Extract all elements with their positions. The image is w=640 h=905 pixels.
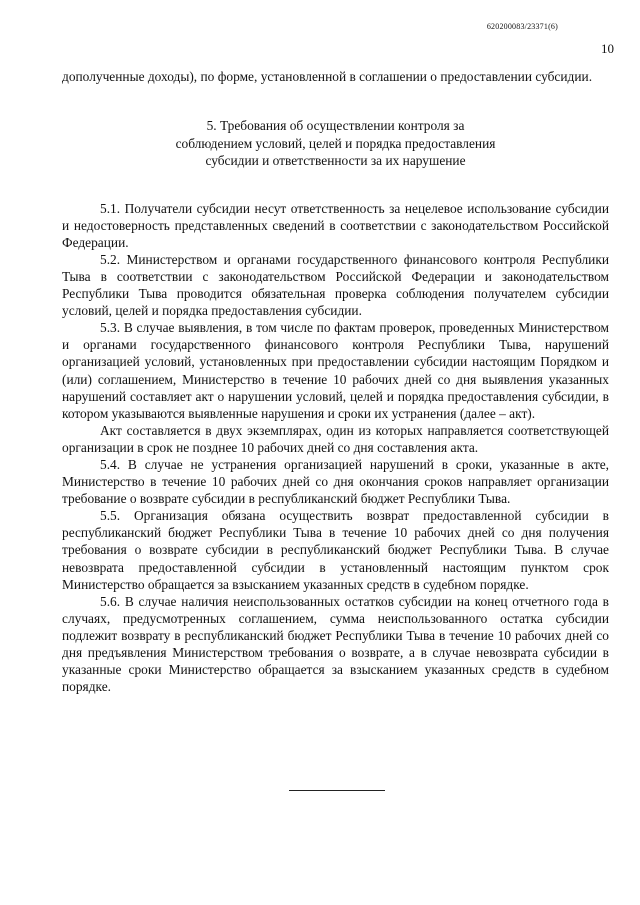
- section-title-line: соблюдением условий, целей и порядка предоставления: [175, 135, 496, 151]
- paragraph-5-6: 5.6. В случае наличия неиспользованных остатков субсидии на конец отчетного года в случаях, предусмотренных соглашением, сумма неиспользованного остатка субсидии подлежит возврату в республиканский бюджет Республики Тыва в течение 10 рабочих дней со дня предъявления Министерством требования о возврате, а в случае невозврата субсидии в указанные сроки Министерство обращается за взысканием указанных средств в судебном порядке.: [62, 593, 609, 695]
- paragraph-5-4: 5.4. В случае не устранения организацией нарушений в сроки, указанные в акте, Министерство в течение 10 рабочих дней со дня окончания сроков направляет организации требование о возврате субсидии в республиканский бюджет Республики Тыва.: [62, 457, 609, 507]
- continuation-paragraph: дополученные доходы), по форме, установленной в соглашении о предоставлении субсидии.: [62, 69, 593, 84]
- document-body: [62, 68, 609, 695]
- paragraph-5-5: 5.5. Организация обязана осуществить возврат предоставленной субсидии в республиканский бюджет Республики Тыва в течение 10 рабочих дней со дня получения требования о возврате субсидии в республиканский бюджет Республики Тыва. В случае невозврата предоставленной субсидии в установленный настоящим пунктом срок Министерство обращается за взысканием указанных средств в судебном порядке.: [62, 508, 609, 592]
- paragraph-5-1: 5.1. Получатели субсидии несут ответственность за нецелевое использование субсидии и недостоверность представленных сведений в соответствии с законодательством Российской Федерации.: [62, 200, 609, 250]
- document-code: 620200083/23371(6): [486, 22, 558, 31]
- paragraph-5-2: 5.2. Министерством и органами государственного финансового контроля Республики Тыва в соответствии с законодательством Российской Федерации и законодательством Республики Тыва проводится обязательная проверка соблюдения получателем субсидии условий, целей и порядка предоставления субсидии.: [62, 251, 609, 319]
- section-title-line: субсидии и ответственности за их нарушение: [205, 153, 466, 169]
- section-title: [62, 117, 609, 170]
- paragraph-5-3: 5.3. В случае выявления, в том числе по фактам проверок, проведенных Министерством и органами государственного финансового контроля Республики Тыва, нарушений организацией условий, установленных при предоставлении субсидии настоящим Порядком и (или) соглашением, Министерство в течение 10 рабочих дней со дня выявления указанных нарушений составляет акт о нарушении условий, целей и порядка предоставления субсидии, в котором указываются выявленные нарушения и сроки их устранения (далее – акт).: [62, 320, 609, 421]
- section-title-line: 5. Требования об осуществлении контроля за: [206, 118, 465, 134]
- page-number: 10: [601, 41, 614, 56]
- paragraph-act: Акт составляется в двух экземплярах, один из которых направляется соответствующей организации в срок не позднее 10 рабочих дней со дня составления акта.: [62, 422, 609, 455]
- end-divider: [289, 790, 385, 791]
